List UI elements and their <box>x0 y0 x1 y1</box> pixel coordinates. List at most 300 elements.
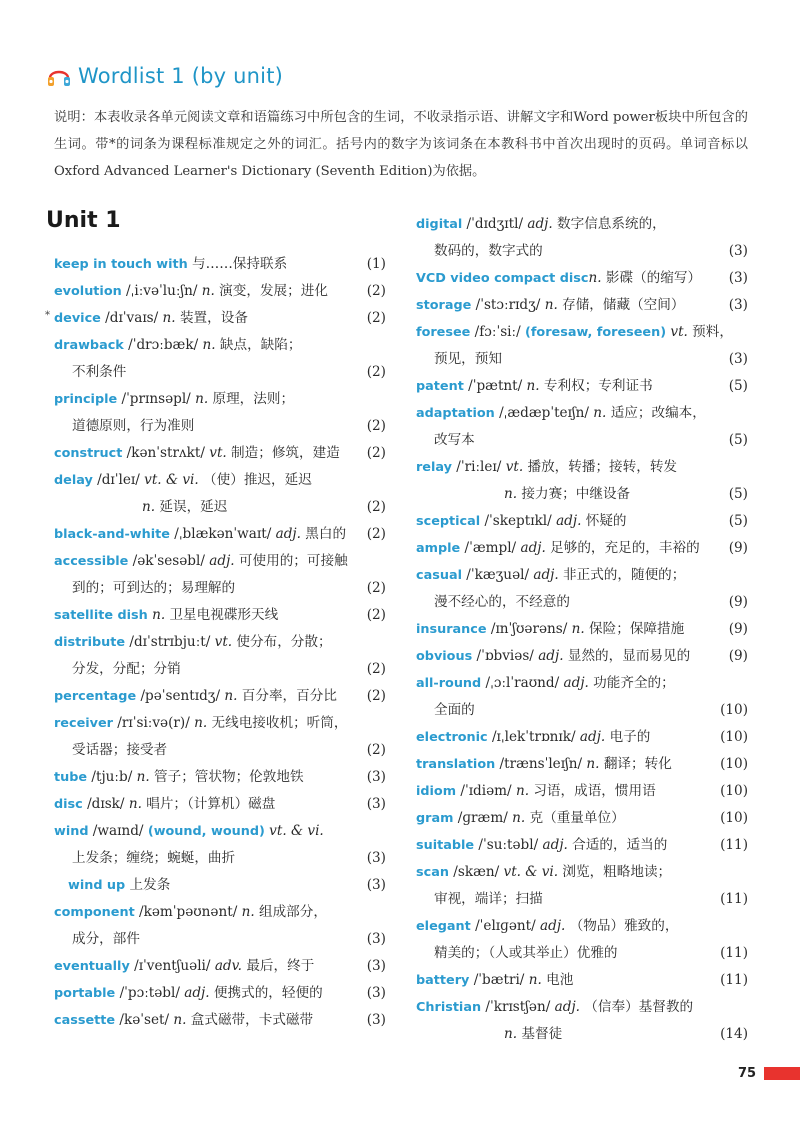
entry-line <box>54 737 386 764</box>
first-page-ref: (9) <box>728 621 748 637</box>
first-page-ref: (10) <box>720 783 748 799</box>
entry-line <box>54 980 386 1007</box>
phonetic: /ˈskeptɪkl/ <box>480 513 557 529</box>
first-page-ref: (10) <box>720 702 748 718</box>
definition: 预见，预知 <box>434 351 502 367</box>
first-page-ref: (5) <box>728 432 748 448</box>
headword: casual <box>416 568 462 583</box>
definition: 翻译；转化 <box>599 756 672 772</box>
part-of-speech: adj. <box>209 553 235 569</box>
part-of-speech: adj. <box>579 729 606 745</box>
part-of-speech: n. <box>173 1012 187 1028</box>
definition: 适应；改编本， <box>606 405 706 421</box>
definition: 不利条件 <box>72 364 127 380</box>
headword: relay <box>416 460 452 475</box>
first-page-ref: (5) <box>728 513 748 529</box>
entry-line <box>416 211 748 238</box>
phonetic: /dɪsk/ <box>82 796 129 812</box>
entry-line <box>416 292 748 319</box>
phonetic: /ˈɒbviəs/ <box>472 648 539 664</box>
part-of-speech: n. <box>202 337 216 353</box>
entry-line <box>416 913 748 940</box>
headword: keep in touch with <box>54 257 188 272</box>
definition: 原理，法则； <box>208 391 295 407</box>
part-of-speech: n. <box>593 405 607 421</box>
headword-forms: (wound, wound) <box>147 824 265 839</box>
first-page-ref: (5) <box>728 486 748 502</box>
first-page-ref: (11) <box>720 891 748 907</box>
phonetic: /trænsˈleɪʃn/ <box>495 756 587 772</box>
definition: 盒式磁带，卡式磁带 <box>186 1012 314 1028</box>
phonetic: /ɡræm/ <box>453 810 513 826</box>
definition: 存储，储藏（空间） <box>557 297 685 313</box>
definition: 电池 <box>541 972 574 988</box>
entry-line <box>54 1007 386 1034</box>
headword: elegant <box>416 919 471 934</box>
phonetic: /ˈbætri/ <box>469 972 529 988</box>
headword: translation <box>416 757 496 772</box>
phonetic: /ɪnˈʃʊərəns/ <box>486 621 572 637</box>
first-page-ref: (3) <box>728 297 748 313</box>
definition: 使分布，分散； <box>232 634 332 650</box>
headword: receiver <box>54 716 113 731</box>
definition: 便携式的，轻便的 <box>209 985 323 1001</box>
entry-line <box>416 751 748 778</box>
intro-note: 说明：本表收录各单元阅读文章和语篇练习中所包含的生词，不收录指示语、讲解文字和Word power板块中所包含的生词。带*的词条为课程标准规定之外的词汇。括号内的数字为该词条在本教科书中首次出现时的页码。单词音标以Oxford Advanced Learner's Dictionary (Seventh Edition)为依据。 <box>54 110 748 179</box>
definition: （信奉）基督教的 <box>579 999 694 1015</box>
definition: 最后，终于 <box>242 958 315 974</box>
definition: 管子；管状物；伦敦地铁 <box>149 769 304 785</box>
headword: all-round <box>416 676 482 691</box>
first-page-ref: (3) <box>728 351 748 367</box>
definition: 黑白的 <box>300 526 347 542</box>
wordlist-header <box>46 60 283 92</box>
part-of-speech: vt. <box>505 459 524 475</box>
definition: 克（重量单位） <box>525 810 625 826</box>
part-of-speech: n. <box>201 283 215 299</box>
entry-line <box>54 791 386 818</box>
entry-line <box>416 805 748 832</box>
entry-line <box>416 832 748 859</box>
definition: 专利权；专利证书 <box>539 378 653 394</box>
phonetic: /ˈpɔːtəbl/ <box>115 985 185 1001</box>
phonetic: /ˈstɔːrɪdʒ/ <box>471 297 545 313</box>
entry-line <box>416 643 748 670</box>
definition: 非正式的，随便的； <box>558 567 686 583</box>
part-of-speech: vt. <box>209 445 227 461</box>
wordlist-right-column <box>416 211 748 1048</box>
phonetic: /ˈdɪdʒɪtl/ <box>462 216 528 232</box>
phonetic: /fɔːˈsiː/ <box>470 324 525 340</box>
first-page-ref: (2) <box>366 526 386 542</box>
phonetic: /ˌædæpˈteɪʃn/ <box>494 405 594 421</box>
definition: 装置，设备 <box>175 310 248 326</box>
headphones-icon <box>46 64 72 88</box>
definition: 的缩写） <box>646 270 702 286</box>
entry-line <box>54 926 386 953</box>
entry-line <box>54 872 386 899</box>
headword: satellite dish <box>54 608 148 623</box>
page-number: 75 <box>738 1066 757 1081</box>
first-page-ref: (3) <box>366 1012 386 1028</box>
entry-line <box>54 521 386 548</box>
entry-line <box>416 1021 748 1048</box>
phonetic: /kənˈstrʌkt/ <box>122 445 210 461</box>
first-page-ref: (3) <box>366 877 386 893</box>
first-page-ref: (2) <box>366 499 386 515</box>
part-of-speech: adj. <box>554 999 580 1015</box>
part-of-speech: adj. <box>556 513 582 529</box>
entry-line <box>416 481 748 508</box>
first-page-ref: (2) <box>366 688 386 704</box>
entry-line <box>416 454 748 481</box>
phonetic: /ˌiːvəˈluːʃn/ <box>121 283 202 299</box>
first-page-ref: (3) <box>366 850 386 866</box>
first-page-ref: (9) <box>728 594 748 610</box>
headword: storage <box>416 298 472 313</box>
first-page-ref: (2) <box>366 445 386 461</box>
part-of-speech: n. <box>528 972 542 988</box>
part-of-speech: n. <box>544 297 558 313</box>
entry-line <box>416 319 748 346</box>
definition: 上发条；缠绕；蜿蜒，曲折 <box>72 850 236 866</box>
first-page-ref: (1) <box>366 256 386 272</box>
entry-line <box>54 359 386 386</box>
definition: 接力赛；中继设备 <box>517 486 631 502</box>
definition: 基督徒 <box>517 1026 563 1042</box>
phonetic: /ɪˈventʃuəli/ <box>129 958 215 974</box>
entry-line <box>416 238 748 265</box>
headword: evolution <box>54 284 122 299</box>
entry-line <box>416 535 748 562</box>
unit-heading: Unit 1 <box>46 208 121 233</box>
headword: device <box>54 311 101 326</box>
phonetic: /ˈriːleɪ/ <box>451 459 506 475</box>
part-of-speech: n. <box>504 1026 518 1042</box>
first-page-ref: (9) <box>728 648 748 664</box>
headword: portable <box>54 986 116 1001</box>
definition: （物品）雅致的， <box>565 918 679 934</box>
definition: 演变，发展；进化 <box>214 283 328 299</box>
part-of-speech: n. <box>241 904 255 920</box>
part-of-speech: n. <box>162 310 176 326</box>
entry-line <box>54 683 386 710</box>
part-of-speech: n. <box>512 810 526 826</box>
first-page-ref: (2) <box>366 364 386 380</box>
first-page-ref: (3) <box>366 931 386 947</box>
headword-forms: video compact disc <box>450 271 589 286</box>
first-page-ref: (3) <box>728 270 748 286</box>
headword: wind up <box>68 878 126 893</box>
headword: foresee <box>416 325 471 340</box>
first-page-ref: (2) <box>366 310 386 326</box>
part-of-speech: vt. <box>214 634 233 650</box>
phonetic: /dɪˈvaɪs/ <box>100 310 163 326</box>
headword: patent <box>416 379 464 394</box>
definition: 改写本 <box>434 432 475 448</box>
entry-line <box>54 764 386 791</box>
part-of-speech: n. <box>142 499 156 515</box>
entry-line <box>54 494 386 521</box>
definition: 习语，成语，惯用语 <box>529 783 656 799</box>
entry-line <box>416 967 748 994</box>
entry-line <box>54 278 386 305</box>
part-of-speech: n. <box>504 486 518 502</box>
first-page-ref: (2) <box>366 661 386 677</box>
first-page-ref: (11) <box>720 972 748 988</box>
first-page-ref: (10) <box>720 810 748 826</box>
headword: tube <box>54 770 88 785</box>
first-page-ref: (3) <box>728 243 748 259</box>
headword: black-and-white <box>54 527 170 542</box>
entry-line <box>416 697 748 724</box>
phonetic: /waɪnd/ <box>88 823 148 839</box>
entry-line <box>416 508 748 535</box>
part-of-speech: vt. & vi. <box>503 864 559 880</box>
headword: eventually <box>54 959 130 974</box>
entry-line <box>416 427 748 454</box>
phonetic: /ˈɪdiəm/ <box>456 783 516 799</box>
wordlist-left-column <box>45 251 386 1034</box>
first-page-ref: (3) <box>366 796 386 812</box>
first-page-ref: (3) <box>366 985 386 1001</box>
phonetic: /ˈkrɪstʃən/ <box>481 999 555 1015</box>
first-page-ref: (2) <box>366 742 386 758</box>
headword: VCD <box>416 271 446 286</box>
definition: （使）推迟，延迟 <box>198 472 312 488</box>
phonetic: /ˈelɪɡənt/ <box>470 918 541 934</box>
entry-line <box>54 440 386 467</box>
headword: construct <box>54 446 123 461</box>
definition: 浏览，粗略地读； <box>558 864 672 880</box>
part-of-speech: n. <box>194 715 208 731</box>
definition: 可使用的；可接触 <box>234 553 348 569</box>
headword: distribute <box>54 635 126 650</box>
headword: ample <box>416 541 461 556</box>
first-page-ref: (9) <box>728 540 748 556</box>
headword-forms: (foresaw, foreseen) <box>525 325 667 340</box>
entry-line <box>54 467 386 494</box>
extra-vocab-marker: * <box>45 310 50 321</box>
phonetic: /ˈdrɔːbæk/ <box>123 337 203 353</box>
definition: 数字信息系统的， <box>552 216 666 232</box>
phonetic: /əkˈsesəbl/ <box>128 553 210 569</box>
first-page-ref: (3) <box>366 769 386 785</box>
headword: percentage <box>54 689 137 704</box>
definition: 无线电接收机；听筒， <box>207 715 348 731</box>
definition: 全面的 <box>434 702 475 718</box>
phonetic: /ˌɔːlˈraʊnd/ <box>481 675 564 691</box>
headword: wind <box>54 824 89 839</box>
entry-line <box>54 710 386 737</box>
entry-line <box>54 332 386 359</box>
phonetic: /rɪˈsiːvə(r)/ <box>112 715 195 731</box>
headword: cassette <box>54 1013 116 1028</box>
part-of-speech: vt. & vi. <box>264 823 324 839</box>
definition: 受话器；接受者 <box>72 742 168 758</box>
part-of-speech: adj. <box>184 985 210 1001</box>
phonetic: /ˈkæʒuəl/ <box>461 567 534 583</box>
first-page-ref: (11) <box>720 945 748 961</box>
entry-line <box>54 548 386 575</box>
part-of-speech: vt. & vi. <box>144 472 199 488</box>
phonetic: /dɪˈleɪ/ <box>92 472 145 488</box>
definition: 预料， <box>687 324 733 340</box>
headword: obvious <box>416 649 473 664</box>
definition: 延误，延迟 <box>155 499 228 515</box>
page-title: Wordlist 1 (by unit) <box>78 64 284 88</box>
definition: 精美的；（人或其举止）优雅的 <box>434 945 618 961</box>
phonetic: /pəˈsentɪdʒ/ <box>136 688 225 704</box>
definition: 道德原则，行为准则 <box>72 418 195 434</box>
entry-line <box>54 953 386 980</box>
headword: electronic <box>416 730 488 745</box>
headword: scan <box>416 865 449 880</box>
headword: gram <box>416 811 454 826</box>
definition: 百分率，百分比 <box>237 688 337 704</box>
part-of-speech: adj. <box>533 567 559 583</box>
part-of-speech: n. <box>128 796 142 812</box>
headword: component <box>54 905 135 920</box>
first-page-ref: (2) <box>366 607 386 623</box>
headword: accessible <box>54 554 129 569</box>
definition: 审视，端详；扫描 <box>434 891 543 907</box>
definition: 制造；修筑，建造 <box>226 445 340 461</box>
part-of-speech: n. <box>588 270 602 286</box>
part-of-speech: adj. <box>563 675 589 691</box>
definition: 足够的，充足的，丰裕的 <box>545 540 700 556</box>
phonetic: /ɪˌlekˈtrɒnɪk/ <box>487 729 580 745</box>
first-page-ref: (2) <box>366 283 386 299</box>
part-of-speech: n. <box>526 378 540 394</box>
phonetic: /ˈsuːtəbl/ <box>474 837 543 853</box>
entry-line <box>54 251 386 278</box>
headword: drawback <box>54 338 124 353</box>
entry-line <box>416 562 748 589</box>
headword: disc <box>54 797 83 812</box>
phonetic: /ˈæmpl/ <box>460 540 521 556</box>
part-of-speech: adj. <box>542 837 568 853</box>
phonetic: /ˌblækənˈwaɪt/ <box>169 526 276 542</box>
phonetic: /ˈprɪnsəpl/ <box>117 391 196 407</box>
entry-line <box>416 778 748 805</box>
definition: 漫不经心的，不经意的 <box>434 594 570 610</box>
part-of-speech: n. <box>152 607 166 623</box>
definition: 分发，分配；分销 <box>72 661 181 677</box>
definition: 到的；可到达的；易理解的 <box>72 580 236 596</box>
entry-line <box>45 305 386 332</box>
definition: 功能齐全的； <box>588 675 675 691</box>
entry-line <box>416 373 748 400</box>
part-of-speech: n. <box>586 756 600 772</box>
entry-line <box>416 859 748 886</box>
part-of-speech: n. <box>195 391 209 407</box>
part-of-speech: adv. <box>214 958 243 974</box>
first-page-ref: (14) <box>720 1026 748 1042</box>
definition: 缺点，缺陷； <box>215 337 302 353</box>
phonetic: /dɪˈstrɪbjuːt/ <box>125 634 215 650</box>
part-of-speech: adj. <box>540 918 566 934</box>
entry-line <box>54 602 386 629</box>
entry-line <box>54 899 386 926</box>
phonetic: /ˈpætnt/ <box>463 378 527 394</box>
entry-line <box>54 845 386 872</box>
part-of-speech: adj. <box>275 526 301 542</box>
definition: 播放，转播；接转，转发 <box>523 459 678 475</box>
headword: sceptical <box>416 514 481 529</box>
headword: delay <box>54 473 93 488</box>
entry-line <box>54 818 386 845</box>
part-of-speech: adj. <box>527 216 553 232</box>
definition: 影碟（ <box>601 270 647 286</box>
definition: 成分，部件 <box>72 931 140 947</box>
entry-line <box>54 386 386 413</box>
entry-line <box>416 265 748 292</box>
headword: idiom <box>416 784 457 799</box>
headword: principle <box>54 392 118 407</box>
part-of-speech: n. <box>136 769 150 785</box>
entry-line <box>416 589 748 616</box>
page-number-bar <box>764 1067 800 1080</box>
first-page-ref: (3) <box>366 958 386 974</box>
headword: digital <box>416 217 463 232</box>
headword: insurance <box>416 622 487 637</box>
phonetic: /kəmˈpəʊnənt/ <box>134 904 242 920</box>
part-of-speech: adj. <box>538 648 564 664</box>
definition: 显然的，显而易见的 <box>563 648 691 664</box>
entry-line <box>416 670 748 697</box>
definition: 唱片；（计算机）磁盘 <box>141 796 276 812</box>
definition: 数码的，数字式的 <box>434 243 543 259</box>
definition: 电子的 <box>605 729 651 745</box>
entry-line <box>416 724 748 751</box>
entry-line <box>416 346 748 373</box>
part-of-speech: vt. <box>666 324 688 340</box>
first-page-ref: (2) <box>366 580 386 596</box>
definition: 卫星电视碟形天线 <box>165 607 279 623</box>
definition: 组成部分， <box>254 904 327 920</box>
part-of-speech: adj. <box>520 540 546 556</box>
part-of-speech: n. <box>515 783 530 799</box>
definition: 保险；保障措施 <box>584 621 685 637</box>
first-page-ref: (11) <box>720 837 748 853</box>
first-page-ref: (10) <box>720 729 748 745</box>
first-page-ref: (5) <box>728 378 748 394</box>
entry-line <box>416 886 748 913</box>
definition: 合适的，适当的 <box>567 837 668 853</box>
phonetic: /kəˈset/ <box>115 1012 174 1028</box>
entry-line <box>54 629 386 656</box>
entry-line <box>416 616 748 643</box>
phonetic: /tjuːb/ <box>87 769 137 785</box>
headword: adaptation <box>416 406 495 421</box>
headword: battery <box>416 973 470 988</box>
entry-line <box>54 575 386 602</box>
entry-line <box>416 994 748 1021</box>
first-page-ref: (2) <box>366 418 386 434</box>
headword: suitable <box>416 838 475 853</box>
phonetic: /skæn/ <box>448 864 504 880</box>
definition: 怀疑的 <box>581 513 627 529</box>
part-of-speech: n. <box>571 621 585 637</box>
entry-line <box>416 400 748 427</box>
entry-line <box>54 656 386 683</box>
headword: Christian <box>416 1000 482 1015</box>
part-of-speech: n. <box>224 688 238 704</box>
definition: 上发条 <box>125 877 171 893</box>
entry-line <box>416 940 748 967</box>
first-page-ref: (10) <box>720 756 748 772</box>
